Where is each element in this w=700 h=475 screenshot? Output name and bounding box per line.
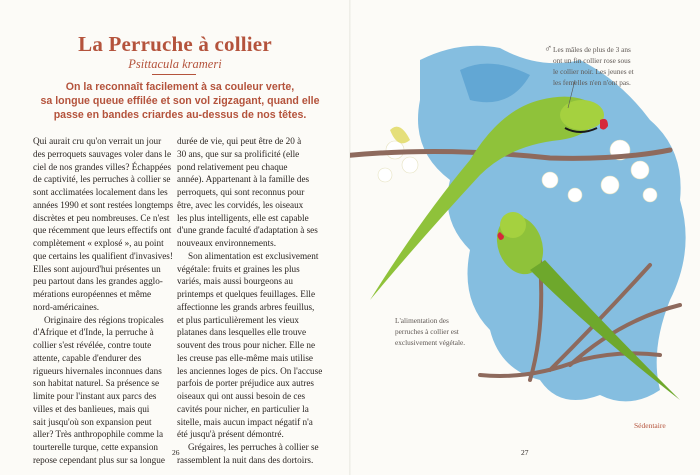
body-text-line: les anciennes loges de pics. On l'accuse [177, 365, 323, 376]
body-text-line: tourterelle turque, cette expansion [33, 442, 159, 452]
note-line: perruches à collier est [395, 327, 459, 336]
body-text-line: que certains les qualifient d'invasives! [33, 250, 173, 261]
body-text-line: années 1990 et sont restées longtemps [33, 199, 174, 210]
body-text-line: de captivité, les perruches à collier se [33, 174, 171, 185]
body-text-line: collier s'est révélée, contre toute [33, 340, 152, 350]
body-text-line: des perroquets sauvages voler dans le [33, 148, 172, 159]
body-text-line: d'Afrique et d'Inde, la perruche à [33, 327, 154, 338]
body-text-line: affectionne les grands arbres feuillus, [177, 301, 315, 312]
body-text-line: son habitat naturel. Sa présence se [33, 378, 160, 389]
food-note [395, 315, 465, 348]
body-text-line: souvent des trous pour nicher. Elle ne [177, 340, 316, 350]
body-text-line: cavités pour nicher, en particulier la [177, 403, 309, 414]
body-text-line: villes et des banlieues, mais qui [33, 403, 150, 414]
body-text-line: végétale: fruits et graines les plus [177, 263, 300, 274]
body-text-line: nouveaux environnements. [177, 238, 276, 248]
body-text-line: attente, capable d'endurer des [33, 352, 142, 363]
body-column-left [33, 135, 173, 467]
male-note [544, 43, 634, 88]
lead-line: passe en bandes criardes au-dessus de nos têtes. [53, 109, 307, 121]
body-text-line: pond relativement peu chaque [177, 161, 288, 172]
body-text-line: les plus intelligents, elle est capable [177, 212, 309, 223]
body-text-line: Originaire des régions tropicales [44, 314, 164, 325]
lead-line: sa longue queue effilée et son vol zigzagant, quand elle [40, 95, 320, 107]
male-symbol-icon: ♂ [544, 43, 553, 55]
note-line: les femelles n'en n'ont pas. [553, 78, 631, 87]
body-text-line: les creuse pas elle-même mais utilise [177, 352, 313, 363]
body-text-line: sait jusqu'où son expansion peut [33, 416, 152, 427]
note-line: ont un fin collier rose sous [553, 56, 631, 65]
lead-line: On la reconnaît facilement à sa couleur verte, [65, 81, 295, 93]
page-number-left: 26 [172, 448, 180, 457]
page-number-right: 27 [521, 448, 529, 457]
note-line: le collier noir. Les jeunes et [553, 67, 634, 76]
body-text-line: ciel de nos grandes villes? Échappées [33, 161, 172, 172]
body-text-line: platanes dans lesquelles elle trouve [177, 327, 307, 338]
body-text-line: discrètes et peu nombreuses. Ce n'est [33, 212, 170, 223]
body-text-line: Elles sont aujourd'hui présentes un [33, 263, 161, 274]
lead-paragraph [20, 80, 340, 122]
body-text-line: mérations européennes et même [33, 289, 152, 299]
note-line: exclusivement végétale. [395, 338, 466, 347]
body-text-line: et plus particulièrement les vieux [177, 314, 299, 325]
body-text-line: sitelle, mais aucun impact négatif n'a [177, 416, 313, 427]
body-text-line: être, avec les corvidés, les oiseaux [177, 199, 304, 210]
body-text-line: Grégaires, les perruches à collier se [188, 442, 319, 452]
body-text-line: variés, mais aussi bourgeons au [177, 276, 293, 287]
body-text-line: Qui aurait cru qu'on verrait un jour [33, 136, 162, 146]
status-label: Sédentaire [634, 421, 666, 430]
body-text-line: rassemblent la nuit dans des dortoirs. [177, 454, 314, 465]
note-line: L'alimentation des [395, 316, 449, 325]
parrot-illustration [350, 0, 700, 475]
body-text-line: été jusqu'à présent démontré. [177, 429, 284, 440]
title-divider [152, 74, 196, 75]
body-text-line: rigueurs hivernales inconnues dans [33, 365, 162, 376]
body-text-line: aller? Très anthropophile comme la [33, 429, 164, 440]
page-title: La Perruche à collier [78, 32, 272, 56]
body-text-line: nord-américaines. [33, 301, 100, 312]
body-column-right [177, 135, 322, 467]
body-text-line: année). Appartenant à la famille des [177, 174, 310, 185]
body-text-line: 30 ans, que sur sa prolificité (elle [177, 148, 300, 159]
body-text-line: perroquets, qui sont reconnus pour [177, 187, 305, 197]
body-text-line: printemps et quelques feuillages. Elle [177, 289, 316, 299]
body-text-line: durée de vie, qui peut être de 20 à [177, 136, 302, 146]
body-text-line: limite pour l'instant aux parcs des [33, 391, 157, 401]
body-text-line: oiseaux qui ont aussi besoin de ces [177, 391, 306, 401]
body-text-line: que récemment que leurs effectifs ont [33, 225, 172, 236]
body-text-line: sont acclimatées localement dans les [33, 187, 168, 197]
scientific-name: Psittacula krameri [128, 57, 222, 71]
body-text-line: repose cependant plus sur sa longue [33, 454, 165, 465]
body-text-line: d'une grande faculté d'adaptation à ses [177, 225, 318, 236]
body-text-line: peu partout dans les grandes agglo- [33, 276, 163, 287]
body-text-line: Son alimentation est exclusivement [188, 250, 319, 261]
body-text-line: complètement « explosé », au point [33, 238, 164, 248]
note-line: Les mâles de plus de 3 ans [553, 45, 631, 54]
body-text-line: parfois de porter préjudice aux autres [177, 378, 314, 389]
